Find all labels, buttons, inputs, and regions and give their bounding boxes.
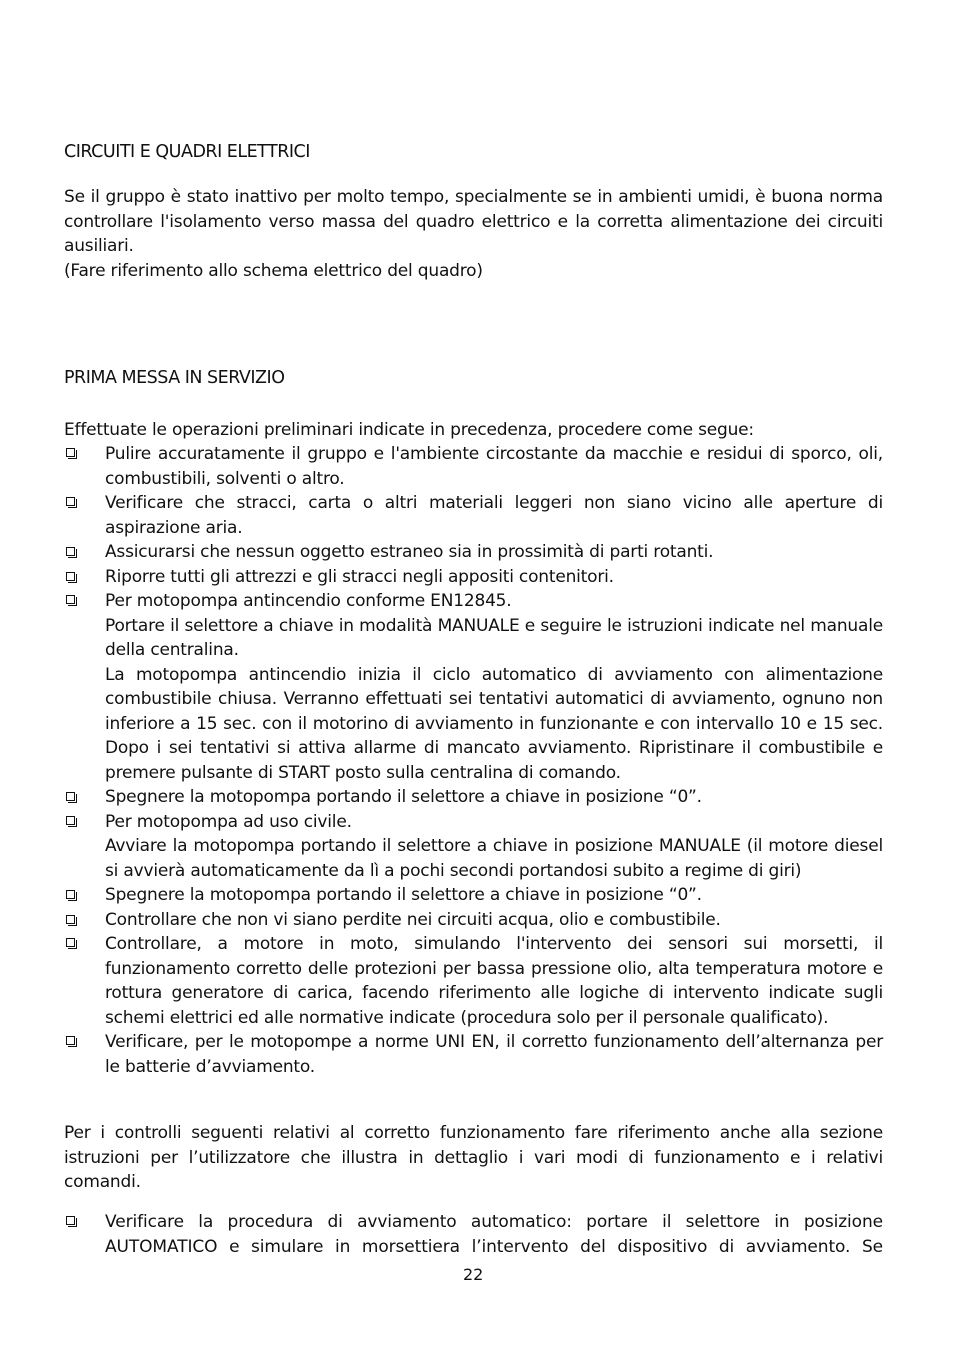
checkbox-bullet-icon	[66, 448, 75, 457]
list-item	[64, 810, 883, 884]
checkbox-bullet-icon	[66, 1216, 75, 1225]
list-item-text: Per motopompa antincendio conforme EN12845.	[105, 591, 512, 611]
list-item-text: Per motopompa ad uso civile.	[105, 811, 352, 832]
list-item	[64, 785, 883, 810]
section-heading-circuiti: CIRCUITI E QUADRI ELETTRICI	[64, 142, 310, 162]
checkbox-bullet-icon	[66, 816, 75, 825]
list-item-subtext: La motopompa antincendio inizia il ciclo automatico di avviamento con alimentazione combustibile chiusa. Verranno effettuati sei tentativi automatici di avviamento, ognuno non inferiore a 15 sec. con il motorino di avviamento in funzionante e con intervallo 10 e 15 sec. Dopo i sei tentativi si attiva allarme di mancato avviamento. Ripristinare il combustibile e premere pulsante di START posto sulla centralina di comando.	[105, 664, 883, 783]
list-item-text: Verificare la procedura di avviamento automatico: portare il selettore in posizione	[105, 1212, 883, 1232]
paragraph-intro: Effettuate le operazioni preliminari indicate in precedenza, procedere come segue:	[64, 420, 754, 440]
checkbox-bullet-icon	[66, 792, 75, 801]
list-item-text: Controllare, a motore in moto, simulando l'intervento dei sensori sui morsetti, il funzionamento corretto delle protezioni per bassa pressione olio, alta temperatura motore e rottura generatore di carica, facendo riferimento alle logiche di intervento indicate sugli schemi elettrici ed alle normative indicate (procedura solo per il personale qualificato).	[105, 934, 883, 1028]
list-item-final	[64, 1210, 883, 1259]
list-item	[64, 491, 883, 540]
checkbox-bullet-icon	[66, 915, 75, 924]
paragraph-outro: Per i controlli seguenti relativi al corretto funzionamento fare riferimento anche alla sezione istruzioni per l’utilizzatore che illustra in dettaglio i vari modi di funzionamento e i relativi comandi.	[64, 1123, 883, 1192]
checkbox-bullet-icon	[66, 938, 75, 947]
list-item	[64, 565, 883, 590]
list-item	[64, 540, 883, 565]
list-item	[64, 442, 883, 491]
list-item	[64, 932, 883, 1030]
list-item-text: Spegnere la motopompa portando il selettore a chiave in posizione “0”.	[105, 885, 702, 905]
checkbox-bullet-icon	[66, 497, 75, 506]
checkbox-bullet-icon	[66, 547, 75, 556]
checkbox-bullet-icon	[66, 1036, 75, 1045]
list-item-subtext: Portare il selettore a chiave in modalità MANUALE e seguire le istruzioni indicate nel manuale della centralina.	[105, 615, 883, 660]
paragraph-riferimento: (Fare riferimento allo schema elettrico del quadro)	[64, 261, 483, 281]
checkbox-bullet-icon	[66, 890, 75, 899]
list-item	[64, 883, 883, 908]
list-item-text: Controllare che non vi siano perdite nei circuiti acqua, olio e combustibile.	[105, 909, 721, 930]
checklist	[64, 442, 883, 1079]
checkbox-bullet-icon	[66, 572, 75, 581]
list-item-text: Verificare che stracci, carta o altri materiali leggeri non siano vicino alle aperture di aspirazione aria.	[105, 493, 883, 538]
checkbox-bullet-icon	[66, 595, 75, 604]
section-heading-prima-messa: PRIMA MESSA IN SERVIZIO	[64, 368, 285, 388]
list-item-text: Assicurarsi che nessun oggetto estraneo sia in prossimità di parti rotanti.	[105, 542, 714, 562]
list-item	[64, 908, 883, 933]
list-item	[64, 589, 883, 785]
list-item-text: Pulire accuratamente il gruppo e l'ambiente circostante da macchie e residui di sporco, oli, combustibili, solventi o altro.	[105, 444, 883, 489]
list-item	[64, 1030, 883, 1079]
list-item-text: Spegnere la motopompa portando il selettore a chiave in posizione “0”.	[105, 787, 702, 807]
list-item-text: AUTOMATICO e simulare in morsettiera l’intervento del dispositivo di avviamento. Se	[105, 1236, 883, 1257]
list-item-text: Verificare, per le motopompe a norme UNI EN, il corretto funzionamento dell’alternanza per le batterie d’avviamento.	[105, 1032, 883, 1077]
paragraph-isolamento: Se il gruppo è stato inattivo per molto tempo, specialmente se in ambienti umidi, è buona norma controllare l'isolamento verso massa del quadro elettrico e la corretta alimentazione dei circuiti ausiliari.	[64, 187, 883, 256]
list-item-subtext: Avviare la motopompa portando il selettore a chiave in posizione MANUALE (il motore diesel si avvierà automaticamente da lì a pochi secondi portandosi subito a regime di giri)	[105, 836, 883, 881]
list-item-text: Riporre tutti gli attrezzi e gli stracci negli appositi contenitori.	[105, 566, 614, 587]
page-number: 22	[463, 1265, 484, 1284]
